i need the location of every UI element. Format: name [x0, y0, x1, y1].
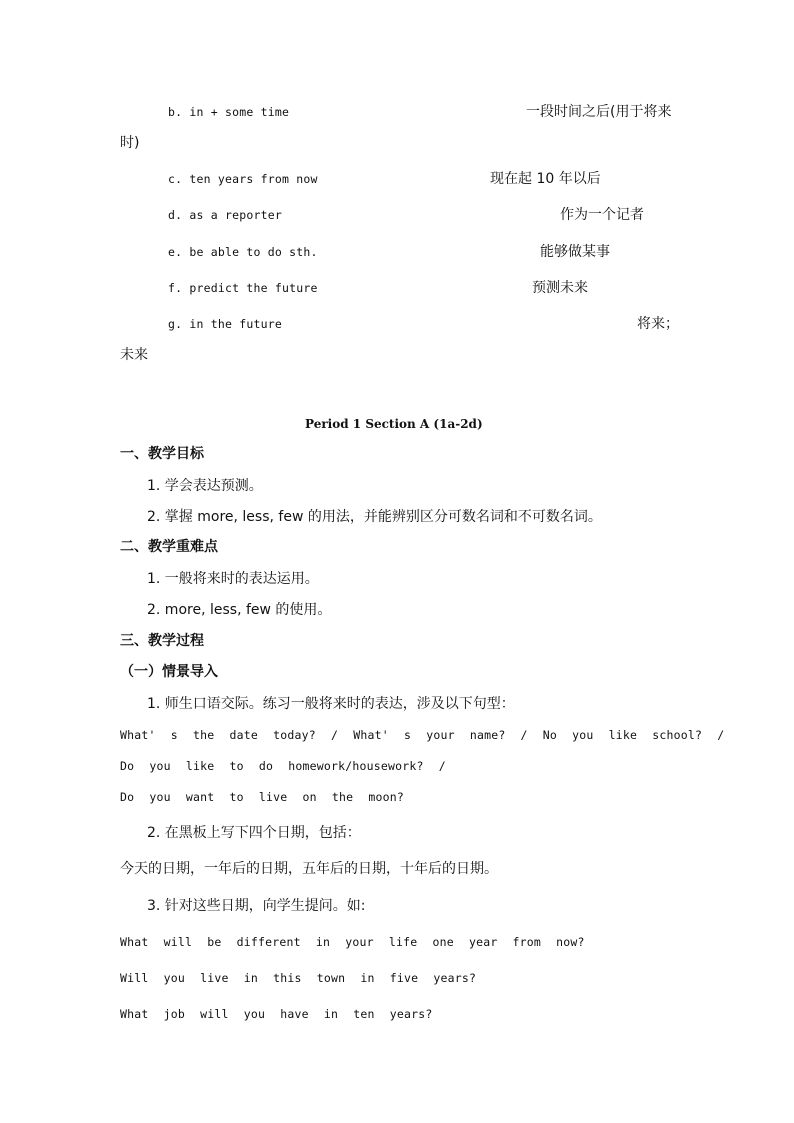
vocab-cn-g-cont: 未来 — [120, 347, 148, 363]
period-title: Period 1 Section A (1a-2d) — [305, 417, 483, 431]
vocab-cn-c: 现在起 10 年以后 — [490, 171, 601, 187]
vocab-cn-b-cont: 时) — [120, 135, 140, 151]
vocab-cn-g: 将来； — [637, 316, 679, 332]
focus-heading: 二、教学重难点 — [120, 539, 218, 555]
step-1: 1. 师生口语交际。练习一般将来时的表达，涉及以下句型： — [147, 696, 515, 712]
step-3: 3. 针对这些日期，向学生提问。如: — [147, 898, 366, 914]
goal-item-2: 2. 掌握 more, less, few 的用法，并能辨别区分可数名词和不可数名词。 — [147, 509, 602, 525]
question-line-2: Do you like to do homework/housework? / — [120, 759, 446, 773]
question2-line-1: What will be different in your life one year from now? — [120, 935, 585, 949]
goal-item-1: 1. 学会表达预测。 — [147, 478, 263, 494]
vocab-en-d: d. as a reporter — [168, 208, 282, 222]
vocab-cn-e: 能够做某事 — [540, 244, 610, 260]
focus-item-1: 1. 一般将来时的表达运用。 — [147, 571, 319, 587]
focus-item-2: 2. more, less, few 的使用。 — [147, 602, 332, 618]
process-heading: 三、教学过程 — [120, 633, 204, 649]
question2-line-2: Will you live in this town in five years? — [120, 971, 477, 985]
vocab-cn-f: 预测未来 — [532, 280, 588, 296]
vocab-en-f: f. predict the future — [168, 281, 318, 295]
question-line-3: Do you want to live on the moon? — [120, 790, 404, 804]
vocab-cn-d: 作为一个记者 — [560, 207, 644, 223]
question2-line-3: What job will you have in ten years? — [120, 1007, 433, 1021]
step-2: 2. 在黑板上写下四个日期，包括： — [147, 825, 361, 841]
goals-heading: 一、教学目标 — [120, 446, 204, 462]
vocab-en-b: b. in + some time — [168, 105, 290, 119]
sub-heading: （一）情景导入 — [120, 664, 218, 680]
vocab-cn-b: 一段时间之后(用于将来 — [526, 104, 672, 120]
question-line-1: What' s the date today? / What' s your name? / No you like school? / — [120, 728, 725, 742]
vocab-en-g: g. in the future — [168, 317, 282, 331]
step-2-detail: 今天的日期，一年后的日期，五年后的日期，十年后的日期。 — [120, 861, 498, 877]
vocab-en-e: e. be able to do sth. — [168, 245, 318, 259]
vocab-en-c: c. ten years from now — [168, 172, 318, 186]
